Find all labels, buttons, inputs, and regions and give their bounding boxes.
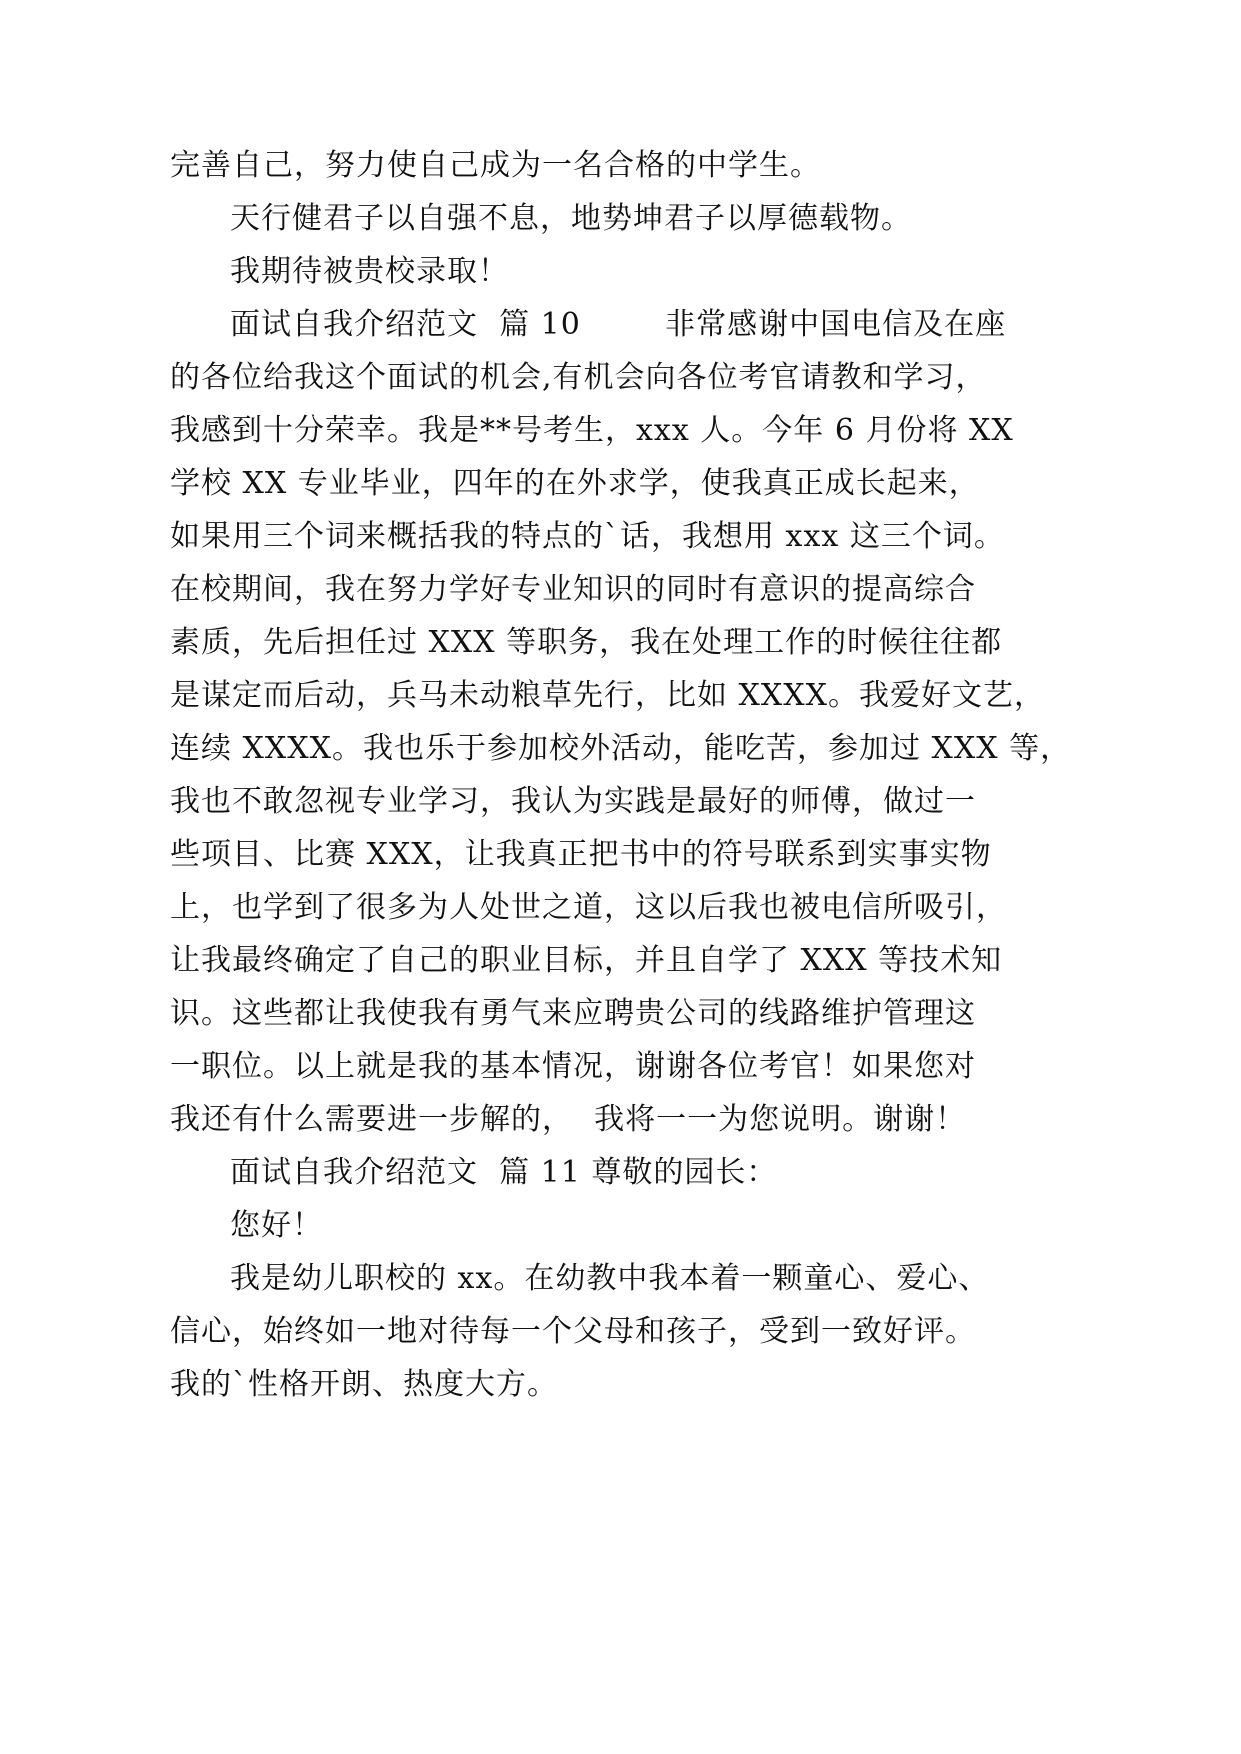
text-line: 在校期间，我在努力学好专业知识的同时有意识的提高综合 xyxy=(170,572,976,607)
text-line: 识。这些都让我使我有勇气来应聘贵公司的线路维护管理这 xyxy=(170,996,976,1031)
text-line: 面试自我介绍范文 篇 11 尊敬的园长： xyxy=(230,1155,778,1190)
text-line: 的各位给我这个面试的机会,有机会向各位考官请教和学习， xyxy=(170,360,987,395)
text-line: 信心，始终如一地对待每一个父母和孩子，受到一致好评。 xyxy=(170,1314,976,1349)
text-line: 您好！ xyxy=(230,1208,323,1243)
text-line: 我期待被贵校录取！ xyxy=(230,254,509,289)
text-line: 面试自我介绍范文 篇 10 非常感谢中国电信及在座 xyxy=(230,307,1007,342)
text-line: 天行健君子以自强不息，地势坤君子以厚德载物。 xyxy=(230,201,912,236)
text-line: 素质，先后担任过 XXX 等职务，我在处理工作的时候往往都 xyxy=(170,625,1003,660)
text-line: 些项目、比赛 XXX，让我真正把书中的符号联系到实事实物 xyxy=(170,837,992,872)
text-line: 一职位。以上就是我的基本情况，谢谢各位考官！如果您对 xyxy=(170,1049,976,1084)
text-line: 我是幼儿职校的 xx。在幼教中我本着一颗童心、爱心、 xyxy=(230,1261,990,1296)
text-line: 连续 XXXX。我也乐于参加校外活动，能吃苦，参加过 XXX 等， xyxy=(170,731,1072,766)
text-line: 如果用三个词来概括我的特点的`话，我想用 xxx 这三个词。 xyxy=(170,519,1005,554)
text-line: 学校 XX 专业毕业，四年的在外求学，使我真正成长起来， xyxy=(170,466,980,501)
text-line: 上，也学到了很多为人处世之道，这以后我也被电信所吸引， xyxy=(170,890,1007,925)
text-line: 完善自己，努力使自己成为一名合格的中学生。 xyxy=(170,148,821,183)
text-line: 我感到十分荣幸。我是**号考生，xxx 人。今年 6 月份将 XX xyxy=(170,413,1014,448)
text-line: 我也不敢忽视专业学习，我认为实践是最好的师傅，做过一 xyxy=(170,784,976,819)
text-line: 我还有什么需要进一步解的， 我将一一为您说明。谢谢！ xyxy=(170,1102,967,1137)
text-line: 让我最终确定了自己的职业目标，并且自学了 XXX 等技术知 xyxy=(170,943,1003,978)
text-line: 是谋定而后动，兵马未动粮草先行，比如 XXXX。我爱好文艺， xyxy=(170,678,1045,713)
text-line: 我的`性格开朗、热度大方。 xyxy=(170,1367,558,1402)
